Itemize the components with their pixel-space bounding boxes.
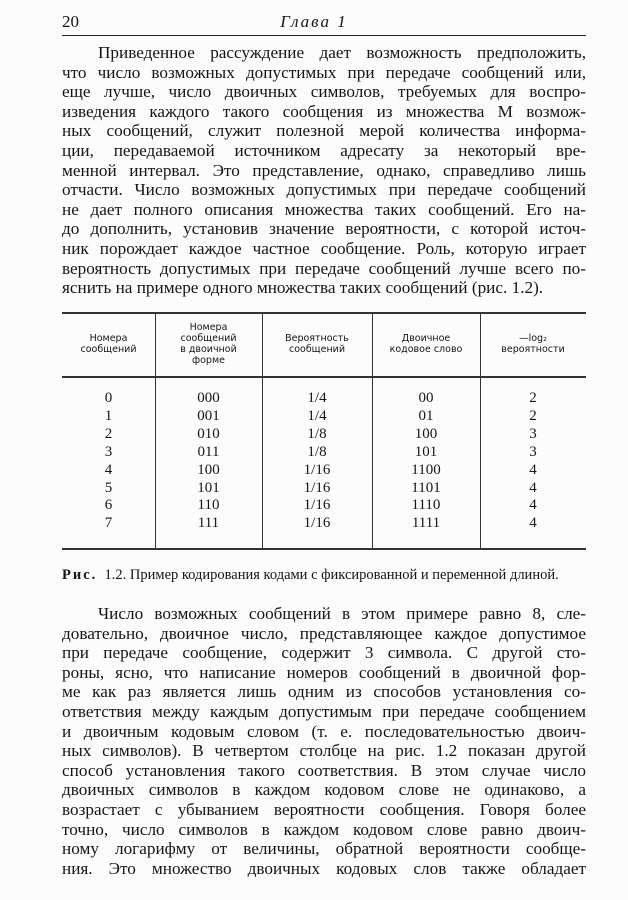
text-line: возрастает с убыванием вероятности сообщения. Говоря более xyxy=(62,799,586,819)
table-cell: 1101 xyxy=(411,479,441,496)
table-cell: 101 xyxy=(414,443,438,460)
text-line: ных символов). В четвертом столбце на рис. 1.2 показан другой xyxy=(62,741,586,761)
paragraph-1 xyxy=(62,43,586,298)
table-cell: 100 xyxy=(197,461,220,478)
text-line: ции, передаваемой источником адресату за некоторый вре- xyxy=(62,140,586,160)
caption-text: 1.2. Пример кодирования кодами с фиксированной и переменной длиной. xyxy=(104,567,559,583)
column-binary-number xyxy=(155,390,262,533)
table-cell: 3 xyxy=(529,425,537,442)
text-line: ме как раз является лишь одним из способов установления со- xyxy=(62,682,586,702)
table-cell: 2 xyxy=(104,425,113,442)
table-cell: 0 xyxy=(104,390,113,406)
table-cell: 1110 xyxy=(411,497,441,514)
table-cell: 1/8 xyxy=(307,443,327,460)
text-line: двоичных символов в каждом кодовом слове не одинаково, а xyxy=(62,780,586,800)
table-cell: 1/16 xyxy=(303,479,331,496)
text-line: изведения каждого такого сообщения из множества M возмож- xyxy=(62,101,586,121)
table-cell: 3 xyxy=(104,443,113,460)
table-cell: 4 xyxy=(529,515,537,532)
text-line: до дополнить, установив значение вероятности, с которой источ- xyxy=(62,219,586,239)
table-bottom-rule xyxy=(62,548,586,550)
header-code-word: Двоичное кодовое слово xyxy=(389,333,463,355)
text-line: Приведенное рассуждение дает возможность предположить, xyxy=(98,43,586,62)
table-cell: 4 xyxy=(529,461,537,478)
text-line: что число возможных допустимых при передаче сообщений или, xyxy=(62,62,586,82)
table-cell: 3 xyxy=(529,443,537,460)
table-cell: 5 xyxy=(104,479,113,496)
figure-caption xyxy=(62,567,559,584)
paragraph-2 xyxy=(62,604,586,878)
text-line: ных сообщений, служит полезной мерой количества информа- xyxy=(62,121,586,141)
table-cell: 00 xyxy=(418,390,434,406)
table-cell: 4 xyxy=(529,497,537,514)
text-line: довательно, двоичное число, представляющее каждое допустимое xyxy=(62,623,586,643)
text-line: роны, ясно, что написание номеров сообщений в двоичной фор- xyxy=(62,662,586,682)
table-cell: 4 xyxy=(529,479,537,496)
text-line: точно, число символов в каждом кодовом слове равно двоич- xyxy=(62,819,586,839)
table-cell: 7 xyxy=(104,515,113,532)
text-line: вероятность допустимых при передаче сообщений лучше всего по- xyxy=(62,258,586,278)
table-cell: 110 xyxy=(197,497,220,514)
page-number: 20 xyxy=(62,12,79,31)
table-cell: 1/4 xyxy=(307,390,327,406)
table-cell: 001 xyxy=(197,407,220,424)
table-cell: 4 xyxy=(104,461,113,478)
text-line: ник порождает каждое частное сообщение. Роль, которую играет xyxy=(62,238,586,258)
table-cell: 111 xyxy=(197,515,220,532)
text-line: не дает полного описания множества таких сообщений. Его на- xyxy=(62,199,586,219)
table-cell: 101 xyxy=(197,479,220,496)
text-line: отчасти. Число возможных допустимых при передаче сообщений xyxy=(62,180,586,200)
header-binary-number: Номера сообщений в двоичной форме xyxy=(180,322,237,366)
table-cell: 011 xyxy=(197,443,220,460)
text-line: ному логарифму от величины, обратной вероятности сообще- xyxy=(62,839,586,859)
table-cell: 100 xyxy=(414,425,438,442)
text-line: ния. Это множество двоичных кодовых слов также обладает xyxy=(62,858,586,878)
text-line: способ установления такого соответствия. В этом случае число xyxy=(62,760,586,780)
table-cell: 1/4 xyxy=(307,407,327,424)
table-cell: 010 xyxy=(197,425,220,442)
table-cell: 01 xyxy=(418,407,434,424)
text-line: и двоичным кодовым словом (т. е. последовательностью двоич- xyxy=(62,721,586,741)
text-line: менной интервал. Это представление, однако, справедливо лишь xyxy=(62,160,586,180)
header-probability: Вероятность сообщений xyxy=(285,333,349,355)
column-probability xyxy=(262,390,372,533)
table-cell: 1 xyxy=(104,407,113,424)
header-message-number: Номера сообщений xyxy=(80,333,137,355)
table-cell: 1/16 xyxy=(303,515,331,532)
table-header-rule xyxy=(62,376,586,378)
caption-label: Рис. xyxy=(62,567,98,583)
column-message-number xyxy=(62,390,155,533)
text-line: яснить на примере одного множества таких сообщений (рис. 1.2). xyxy=(62,278,544,298)
table-cell: 6 xyxy=(104,497,113,514)
table-cell: 1/16 xyxy=(303,497,331,514)
table-cell: 1100 xyxy=(411,461,441,478)
column-neg-log2 xyxy=(480,390,586,533)
table-cell: 000 xyxy=(197,390,220,406)
text-line: ответствия между каждым допустимым при передаче сообщением xyxy=(62,701,586,721)
header-neg-log2: —log₂ вероятности xyxy=(501,333,565,355)
text-line: при передаче сообщение, содержит 3 символа. С другой сто- xyxy=(62,643,586,663)
text-line: Число возможных сообщений в этом примере равно 8, сле- xyxy=(98,604,586,623)
table-cell: 2 xyxy=(529,390,537,406)
header-rule xyxy=(62,35,586,36)
table-cell: 1111 xyxy=(411,515,441,532)
text-line: еще лучше, число двоичных символов, требуемых для воспро- xyxy=(62,82,586,102)
code-table xyxy=(62,312,586,549)
table-cell: 2 xyxy=(529,407,537,424)
table-cell: 1/16 xyxy=(303,461,331,478)
chapter-title: Глава 1 xyxy=(280,12,348,31)
column-code-word xyxy=(372,390,480,533)
table-cell: 1/8 xyxy=(307,425,327,442)
